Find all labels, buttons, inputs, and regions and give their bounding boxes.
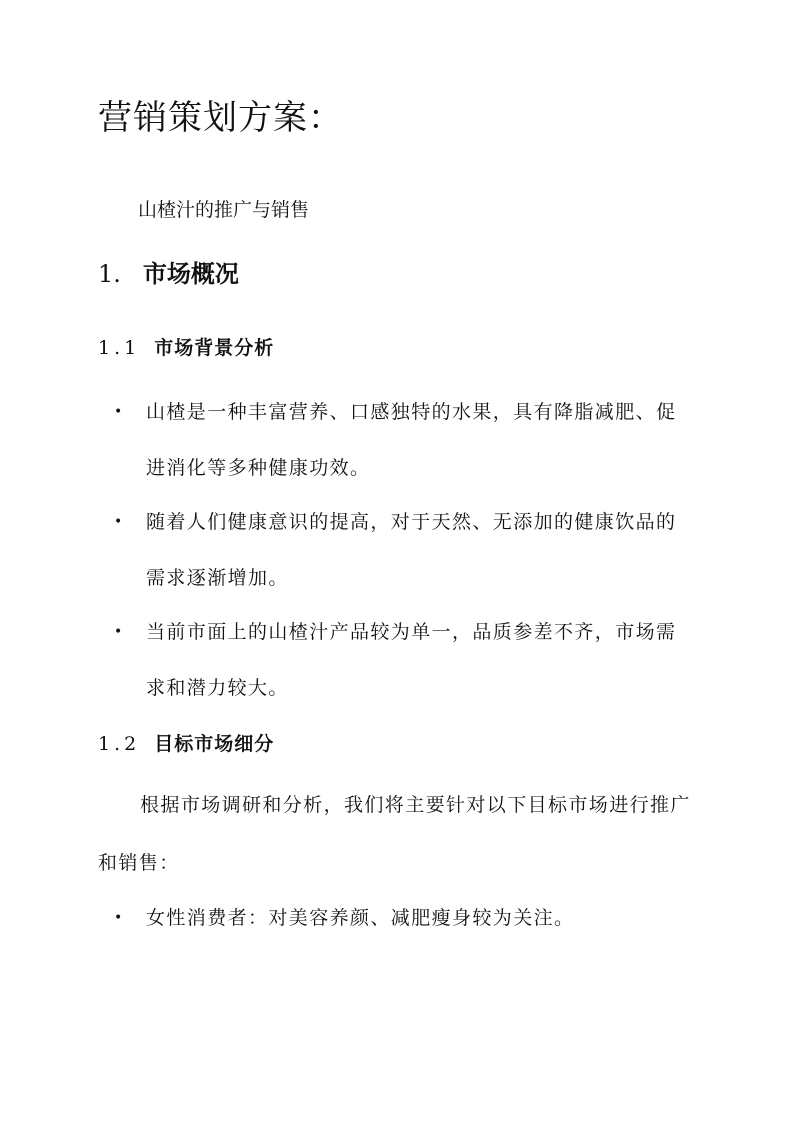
bullet-icon: • — [114, 910, 124, 926]
bullet-icon: • — [114, 404, 124, 420]
list-item — [114, 890, 694, 946]
document-subtitle: 山楂汁的推广与销售 — [138, 199, 310, 221]
subsection-title: 市场背景分析 — [154, 337, 275, 359]
section-heading-market-overview — [98, 258, 239, 290]
section-title: 市场概况 — [142, 259, 239, 288]
list-item — [114, 604, 694, 716]
document-title: 营销策划方案： — [98, 98, 343, 138]
subsection-number: 1.2 — [98, 733, 141, 755]
section-number: 1. — [98, 260, 121, 288]
list-item-text: 女性消费者：对美容养颜、减肥瘦身较为关注。 — [146, 907, 575, 929]
list-item — [114, 384, 694, 496]
subsection-heading-background — [98, 334, 274, 362]
bullet-icon: • — [114, 624, 124, 640]
body-paragraph: 根据市场调研和分析，我们将主要针对以下目标市场进行推广和销售： — [98, 794, 691, 874]
list-item-text: 随着人们健康意识的提高，对于天然、无添加的健康饮品的需求逐渐增加。 — [146, 511, 677, 589]
list-item — [114, 494, 694, 606]
list-item-text: 当前市面上的山楂汁产品较为单一，品质参差不齐，市场需求和潜力较大。 — [146, 621, 677, 699]
subsection-heading-target-market — [98, 730, 274, 758]
bullet-icon: • — [114, 514, 124, 530]
list-item-text: 山楂是一种丰富营养、口感独特的水果，具有降脂减肥、促进消化等多种健康功效。 — [146, 401, 677, 479]
subsection-title: 目标市场细分 — [154, 733, 275, 755]
subsection-number: 1.1 — [98, 337, 141, 359]
